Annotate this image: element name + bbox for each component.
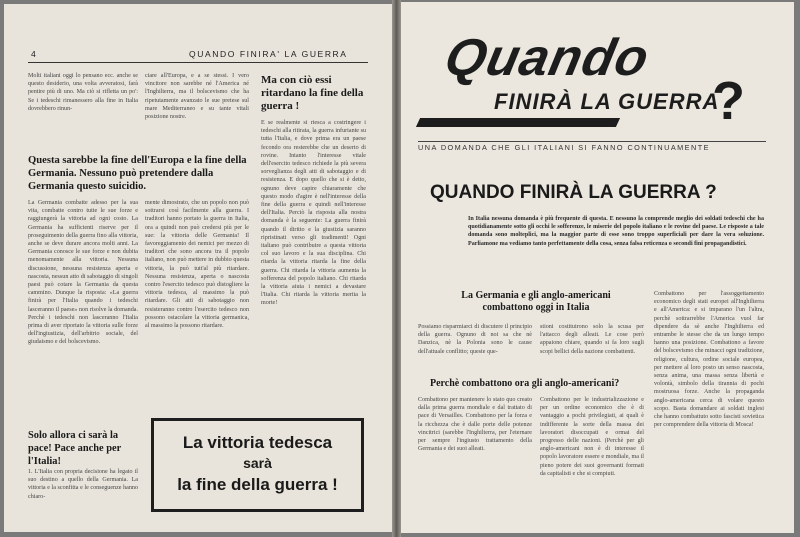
col1-intro: Molti italiani oggi lo pensano ecc. anche se questo desiderio, una volta avveratosi, farà pentire più di uno. Ma ciò si rifletta un po': Se i tedeschi rimanessero alla fine in Italia dovrebbero rinun-: [28, 73, 138, 112]
text1-right: stioni costituirono solo la scusa per l'attacco degli alleati. Le cose però appaiono chiare, quando si fa loro sugli scopi bellici della nazione combattenti.: [540, 324, 644, 355]
col1-text: La Germania combatte adesso per la sua vita, combatte contro tutte le sue forze e raggiungerà la vittoria ad ogni costo. La Germania ha sufficienti riserve per il proseguimento della guerra fino alla vittoria, anche se deve durare ancora molti anni. La Germania conosce le sue forze e non dubita menomamente alla vittoria. Nessuna discussione, nessuna resistenza aperta e nascosta, nessun atto di sabotaggio di singoli paesi può cotare la Germania da questa cammino. Dunque la risposta: «La guerra finirà per l'Italia quando i tedeschi lasceranno il paese» non risolve la domanda. Perchè i tedeschi non lasceranno l'Italia prima di aver riportato la vittoria sulle forze dell'ingiustizia, dell'arbitrio sociale, del giudaismo e del bolscevismo.: [28, 200, 138, 346]
col3-heading: Ma con ciò essi ritardano la fine della guerra !: [261, 74, 364, 112]
col2-intro: ciare all'Europa, e a se stessi. I vero vincitore non sarebbe né l'America né l'Inghilterra, ma il bolscevismo che ha ripetutamente avanzato le sue pretese sul mare Mediterraneo e su tante vitali posizione nostre.: [145, 73, 249, 121]
section-heading-peace: Solo allora ci sarà la pace! Pace anche per l'Italia!: [28, 430, 122, 467]
header-rule: [28, 62, 368, 63]
section-heading-germany: La Germania e gli anglo-americani combattono oggi in Italia: [461, 290, 611, 313]
subtitle-rule: [418, 141, 766, 142]
intro-text: In Italia nessuna domanda è più frequente di questa. E nessuno la comprende meglio dei soldati tedeschi che ha quotidianamente sotto gli occhi le sofferenze, le miserie del popolo italiano e le rovine del paese. Le risposte a tale domanda sono molteplici, ma la maggior parte di esse sono troppo superficiali per dare la vera soluzione. Parliamone ma vediamo tanto perfettamente della cosa, senza falsa reticenza o secondi fini propagandistici.: [468, 216, 764, 247]
subtitle: UNA DOMANDA CHE GLI ITALIANI SI FANNO CONTINUAMENTE: [418, 143, 710, 152]
slogan-line-2: sarà: [243, 455, 272, 471]
binding-gutter: [392, 0, 401, 537]
text3: Combattono per l'assoggettamento economico degli stati europei all'Inghilterra e all'America: e si imparano l'un l'altra, perchè sottrarrebbe l'America vuol far dipendere da sè anche l'Inghilterra ed entrambe le stesse che da un lungo tempo hanno una posizione. Combattono a favore del bolscevismo che minacci ogni tradizione, religione, cultura, ordine sociale europea, per mettere al loro posto un senso nascosta, senza anima, una massa senza libertà e volontà, simbolo della tirannia di pochi mostruosa forze. Anche la propaganda anglo-americana cerca di volare questo scopo. Basta domandare ai soldati inglesi che hanno combattuto sotto fascisti sovietica per comprendere della vittoria di Mosca!: [654, 291, 764, 429]
slogan-line-1: La vittoria tedesca: [182, 433, 333, 452]
col2-text: mente dimostrato, che un popolo non può sottrarsi così facilmente alla guerra. I traditori hanno portato la guerra in Italia, ora a quindi non può credersi più per le sue: la vittoria delle Germania! Il favoreggiamento dei nemici per mezzo di traditori che sono ancora tra il popolo italiano, non può mettere in dubbio questa vittoria, la può tutt'al più ritardare. Nessuna resistenza, aperta o nascosta contro l'esercito tedesco può distogliere la vittoria tedesca, al massimo la può ritardare. Gli atti di sabotaggio non resisteranno contro l'esercito tedesco non possono ostacolare la vittoria germanica, al massimo la possono ritardare.: [145, 200, 249, 330]
section-heading-why: Perchè combattono ora gli anglo-americani?: [430, 378, 620, 389]
logo-finira-la-guerra: FINIRÀ LA GUERRA: [494, 89, 720, 114]
main-title: QUANDO FINIRÀ LA GUERRA ?: [430, 182, 717, 203]
slogan-line-3: la fine della guerra !: [177, 475, 338, 494]
text1-left: Possiamo risparmiarci di discutere il principio della guerra. Ognuno di noi sa che nè Danzica, nè la Polonia sono le cause dell'attuale conflitto; queste que-: [418, 324, 532, 355]
col1-text2: 1. L'Italia con propria decisione ha legato il suo destino a quello della Germania. La vittoria e la sconfitta e le conseguenze hanno chiaro-: [28, 469, 138, 500]
text2-right: Combattono per le industrializzazione e per un ordine economico che è di vantaggio a pochi privilegiati, ai quali è indifferente la sorte della massa dei lavoratori disoccupati e ormai del progresso delle nazioni. (Perchè per gli anglo-americani non è di interesse il popolo lavoratore essere e mondiale, ma il pieno potere dei suoi governanti formati da capitalisti e che si compiuti.: [540, 397, 644, 477]
page-number: 4: [31, 49, 38, 59]
col3-text: E se realmente si riesca a costringere i tedeschi alla ritirata, la guerra infuriante su tutta l'Italia, e dove prima era un paese fecondo ora resterebbe che un deserto di rovine. Intanto l'interesse vitale dell'esercito tedesco richiede la più severa sorveglianza degli atti di sabotaggio e di resistenza. E dopo quello che si è detto, ognuno deve capire chiaramente che questo modo d'agire è nell'interesse della fine della guerra e quindi nell'interesse dell'Italia. Perciò la risposta alla nostra domanda è la seguente: La guerra finirà quando il diritto e la giustizia saranno ripristinati verso gli tradimenti! Ogni italiano può contribuire a questa vittoria col suo lavoro e la sua disciplina. Chi ritarda la vittoria ritarda la fine della guerra. Chi ritarda la vittoria aumenta la sofferenza del popolo italiano. Chi ritarda la vittoria aiuta i nemici a devastare l'Italia. Chi ritarda la vittoria merita la morte!: [261, 120, 366, 307]
text2-left: Combattono per mantenere lo stato quo creato dalla prima guerra mondiale e dal trattato di pace di Versailles. Combattono per la forza e la ricchezza che è dalle porte delle potenze vincitrici (sarebbe l'Inghilterra, per l'eternare per sempre l'ingiusto trattamento della Germania e dei suoi alleati.: [418, 397, 532, 453]
left-page: [4, 4, 392, 532]
logo-question-mark: ?: [712, 71, 745, 131]
running-head: QUANDO FINIRA' LA GUERRA: [189, 49, 348, 59]
logo-quando: Quando: [439, 29, 655, 87]
logo-banner: [416, 118, 620, 127]
slogan-box: [151, 418, 364, 512]
section-heading-europe: Questa sarebbe la fine dell'Europa e la fine della Germania. Nessuno può pretendere dalla Germania questo suicidio.: [28, 155, 247, 192]
